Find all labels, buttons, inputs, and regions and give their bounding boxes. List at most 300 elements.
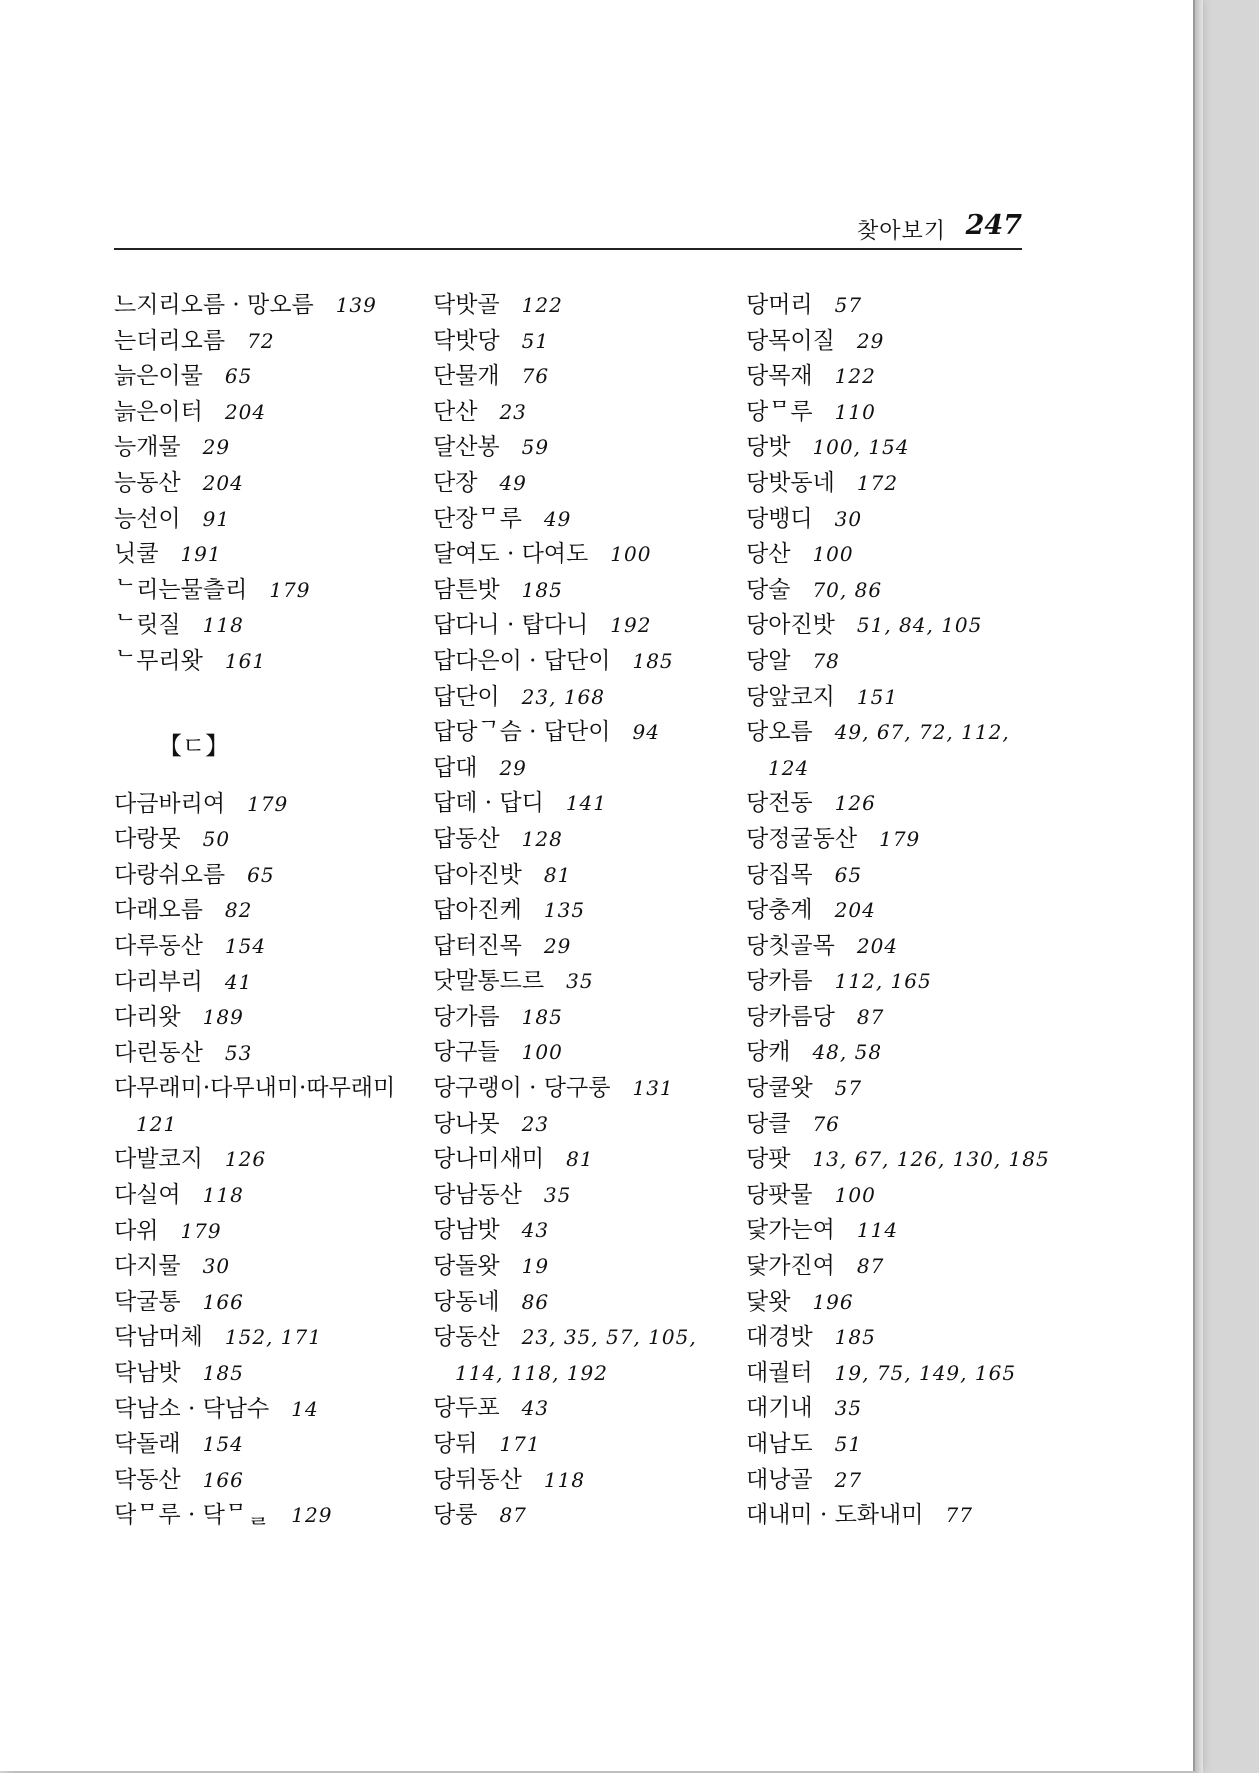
entry-pages: 204: [856, 933, 899, 958]
index-entry: [433, 1142, 753, 1178]
entry-term: 당아진밧: [746, 612, 835, 639]
index-entry: [746, 858, 1066, 894]
entry-term: 답단이: [433, 683, 500, 710]
index-entry: [433, 324, 753, 360]
entry-term: 당카름: [746, 968, 813, 995]
entry-pages: 185: [632, 648, 674, 673]
entry-term: 당구들: [433, 1039, 500, 1066]
index-entry: [746, 1356, 1066, 1392]
index-entry: [114, 1071, 434, 1107]
index-entry: [114, 502, 434, 538]
entry-pages: 122: [521, 293, 563, 317]
entry-term: 대궐터: [746, 1359, 813, 1386]
index-entry: [746, 359, 1066, 395]
index-column-3: [746, 288, 1066, 1534]
entry-pages: 118: [202, 1183, 244, 1208]
index-entry: [114, 1249, 434, 1285]
entry-term: 당밧: [746, 434, 791, 461]
index-entry: [746, 929, 1066, 965]
index-entry: [114, 644, 434, 680]
entry-term: 답다은이 · 답단이: [433, 647, 611, 674]
index-entry: [433, 1035, 753, 1071]
entry-pages: 139: [335, 293, 377, 317]
index-entry: [433, 1498, 753, 1534]
index-entry: [746, 1213, 1066, 1249]
entry-term: 당남밧: [433, 1217, 500, 1244]
entry-pages: 118: [543, 1467, 586, 1492]
entry-term: 단장: [433, 469, 478, 496]
entry-pages: 35: [834, 1396, 863, 1421]
entry-pages: 204: [834, 898, 876, 923]
index-entry: [433, 751, 753, 787]
entry-term: 닥동산: [114, 1466, 181, 1493]
entry-term: 당팟: [746, 1146, 791, 1173]
entry-pages: 23, 35, 57, 105,: [521, 1325, 697, 1350]
index-entry-continuation: [746, 751, 1066, 787]
index-entry: [746, 537, 1066, 573]
entry-pages: 51: [834, 1432, 863, 1456]
entry-pages: 87: [499, 1503, 527, 1528]
entry-term: 닥남머체: [114, 1324, 203, 1351]
entry-pages: 86: [521, 1289, 550, 1314]
index-entry: [114, 893, 434, 929]
entry-pages: 118: [202, 613, 244, 638]
index-entry: [433, 288, 753, 324]
entry-pages: 49, 67, 72, 112,: [834, 720, 1010, 745]
entry-term: 단장ᄆ루: [433, 505, 522, 532]
entry-pages: 41: [224, 969, 253, 994]
entry-term: 당나미새미: [433, 1146, 545, 1173]
entry-pages: 191: [180, 542, 222, 567]
entry-pages: 135: [543, 898, 586, 923]
entry-pages: 53: [224, 1040, 253, 1065]
index-entry: [114, 466, 434, 502]
entry-pages: 124: [768, 755, 810, 780]
entry-pages: 179: [879, 826, 921, 851]
index-entry: [114, 608, 434, 644]
index-entry: [433, 1178, 753, 1214]
entry-term: 다지물: [114, 1253, 181, 1280]
entry-pages: 100: [834, 1182, 876, 1207]
entry-term: 당룽: [433, 1502, 478, 1529]
index-entry: [746, 1071, 1066, 1107]
entry-pages: 81: [566, 1147, 594, 1172]
index-entry: [433, 715, 753, 751]
entry-term: 닥밧골: [433, 292, 500, 318]
index-entry: [433, 1107, 753, 1143]
entry-pages: 65: [247, 862, 275, 887]
entry-pages: 19: [521, 1254, 550, 1279]
entry-term: 담튼밧: [433, 576, 500, 603]
entry-term: 닻왓: [746, 1288, 791, 1315]
index-entry: [114, 1214, 434, 1250]
index-entry: [114, 1320, 434, 1356]
index-entry: [114, 787, 434, 823]
entry-term: 당동산: [433, 1324, 500, 1351]
entry-pages: 30: [834, 506, 863, 531]
entry-term: 닥돌래: [114, 1431, 181, 1458]
entry-pages: 100: [521, 1040, 563, 1065]
index-entry: [114, 822, 434, 858]
index-entry: [433, 1071, 753, 1107]
index-entry: [114, 1392, 434, 1428]
entry-term: 당목재: [746, 363, 813, 390]
entry-term: 대낭골: [746, 1466, 813, 1493]
index-entry: [433, 1320, 753, 1356]
entry-term: 닷말통드르: [433, 968, 545, 995]
entry-pages: 166: [202, 1467, 244, 1492]
entry-pages: 192: [610, 613, 652, 638]
entry-term: 당쿨왓: [746, 1075, 813, 1102]
entry-term: 당팟물: [746, 1181, 813, 1208]
blank-line: [114, 680, 434, 716]
index-entry: [746, 1035, 1066, 1071]
entry-term: 다리왓: [114, 1004, 181, 1031]
entry-pages: 59: [521, 435, 550, 460]
entry-term: 다랑못: [114, 826, 181, 853]
entry-term: 당뒤동산: [433, 1466, 522, 1493]
entry-term: 당캐: [746, 1039, 791, 1066]
index-entry: [746, 1391, 1066, 1427]
entry-pages: 161: [224, 648, 267, 673]
index-entry: [114, 324, 434, 360]
index-entry: [114, 1036, 434, 1072]
index-entry: [433, 858, 753, 894]
entry-pages: 65: [224, 364, 253, 389]
index-column-2: [433, 288, 753, 1534]
entry-term: 당남동산: [433, 1181, 522, 1208]
index-entry: [433, 573, 753, 609]
entry-term: 당돌왓: [433, 1253, 500, 1280]
entry-pages: 94: [632, 720, 660, 745]
index-entry: [746, 1320, 1066, 1356]
entry-term: 답당ᄀ슴 · 답단이: [433, 719, 611, 746]
entry-pages: 23: [499, 399, 527, 424]
index-entry: [746, 288, 1066, 324]
index-entry: [746, 1285, 1066, 1321]
entry-pages: 51: [521, 328, 550, 353]
entry-term: 닛쿨: [114, 541, 159, 568]
index-entry: [746, 1142, 1066, 1178]
index-entry: [433, 1249, 753, 1285]
entry-pages: 122: [834, 364, 876, 389]
index-entry: [433, 822, 753, 858]
entry-term: 당동네: [433, 1288, 500, 1315]
index-entry: [746, 644, 1066, 680]
index-entry: [746, 395, 1066, 431]
entry-pages: 43: [521, 1218, 550, 1243]
entry-term: 당충계: [746, 897, 813, 924]
index-entry: [746, 430, 1066, 466]
entry-pages: 76: [812, 1111, 840, 1136]
entry-term: 다무래미·다무내미·따무래미: [114, 1075, 396, 1102]
index-entry: [433, 893, 753, 929]
entry-term: ᄂ리는물츨리: [114, 576, 248, 603]
index-entry: [433, 1427, 753, 1463]
index-entry: [746, 1498, 1066, 1534]
entry-pages: 100: [812, 542, 854, 567]
entry-pages: 185: [521, 1004, 563, 1029]
index-entry: [114, 1498, 434, 1534]
index-entry: [433, 786, 753, 822]
index-entry: [114, 359, 434, 395]
entry-term: 당산: [746, 541, 791, 568]
index-entry: [433, 680, 753, 716]
index-entry: [746, 466, 1066, 502]
entry-pages: 100, 154: [812, 435, 910, 460]
entry-pages: 204: [202, 470, 244, 495]
entry-term: 당정굴동산: [746, 825, 858, 852]
entry-pages: 51, 84, 105: [856, 613, 983, 638]
index-entry: [433, 1000, 753, 1036]
header-title: 찾아보기: [856, 219, 946, 244]
index-entry: [746, 1463, 1066, 1499]
entry-pages: 196: [812, 1289, 854, 1314]
entry-pages: 29: [856, 328, 885, 353]
index-entry: [114, 537, 434, 573]
entry-term: 당클: [746, 1110, 791, 1137]
page-number: 247: [965, 210, 1022, 241]
entry-term: 느지리오름 · 망오름: [114, 292, 314, 318]
entry-pages: 57: [834, 1076, 863, 1101]
entry-pages: 49: [499, 470, 527, 495]
entry-pages: 121: [136, 1111, 178, 1136]
entry-pages: 154: [224, 933, 267, 958]
entry-pages: 171: [499, 1432, 541, 1456]
entry-term: 답데 · 답디: [433, 790, 544, 817]
entry-term: 다금바리여: [114, 790, 226, 817]
entry-pages: 112, 165: [834, 969, 932, 994]
entry-term: 당뒤: [433, 1431, 478, 1457]
index-entry: [433, 466, 753, 502]
index-entry: [114, 965, 434, 1001]
entry-term: 당전동: [746, 790, 813, 817]
entry-term: 능선이: [114, 505, 181, 532]
entry-term: 당술: [746, 576, 791, 603]
entry-pages: 76: [521, 364, 550, 389]
index-entry: [433, 964, 753, 1000]
entry-term: 다발코지: [114, 1146, 203, 1173]
entry-pages: 129: [291, 1503, 333, 1528]
entry-pages: 114: [856, 1218, 899, 1243]
entry-term: 는더리오름: [114, 327, 226, 354]
entry-term: 다래오름: [114, 897, 203, 924]
entry-term: 닥남소 · 닥남수: [114, 1395, 270, 1422]
entry-term: 다린동산: [114, 1039, 203, 1066]
index-entry-continuation: [433, 1356, 753, 1392]
index-entry: [114, 1463, 434, 1499]
entry-pages: 126: [834, 791, 876, 816]
entry-term: 당집목: [746, 861, 813, 888]
entry-term: 당가름: [433, 1003, 500, 1030]
index-entry: [746, 324, 1066, 360]
entry-pages: 172: [856, 470, 899, 495]
entry-pages: 29: [202, 435, 231, 460]
entry-pages: 151: [856, 684, 899, 709]
entry-term: 답동산: [433, 825, 500, 852]
index-entry: [433, 608, 753, 644]
entry-term: 당ᄆ루: [746, 398, 813, 425]
entry-term: 당나못: [433, 1110, 500, 1137]
entry-term: 답터진목: [433, 932, 522, 959]
index-entry: [114, 1427, 434, 1463]
index-entry: [433, 430, 753, 466]
entry-pages: 154: [202, 1432, 244, 1457]
entry-pages: 35: [566, 969, 594, 994]
entry-pages: 152, 171: [224, 1325, 322, 1350]
index-entry: [433, 1213, 753, 1249]
entry-term: 닥밧당: [433, 327, 500, 354]
entry-pages: 23, 168: [521, 684, 605, 709]
entry-term: 당알: [746, 647, 791, 674]
index-entry: [114, 1285, 434, 1321]
index-entry: [114, 858, 434, 894]
entry-term: 닥ᄆ루 · 닥ᄆᆯ: [114, 1502, 270, 1529]
entry-pages: 179: [269, 577, 311, 602]
entry-pages: 185: [521, 577, 563, 602]
entry-pages: 110: [834, 399, 876, 424]
entry-term: 대기내: [746, 1395, 813, 1422]
entry-term: 대남도: [746, 1431, 813, 1457]
index-entry: [114, 929, 434, 965]
index-entry: [746, 1427, 1066, 1463]
index-entry: [746, 1000, 1066, 1036]
index-entry: [746, 786, 1066, 822]
entry-term: 늙은이터: [114, 398, 203, 425]
entry-term: 능개물: [114, 434, 181, 461]
index-entry: [433, 395, 753, 431]
entry-pages: 78: [812, 648, 840, 673]
entry-term: ᄂ무리왓: [114, 647, 203, 674]
entry-pages: 179: [247, 791, 289, 816]
entry-term: 답아진밧: [433, 861, 522, 888]
index-entry: [746, 502, 1066, 538]
entry-term: 닥남밧: [114, 1360, 181, 1387]
entry-term: 당목이질: [746, 327, 835, 354]
index-entry: [114, 1356, 434, 1392]
entry-term: 닻가는여: [746, 1217, 835, 1244]
entry-pages: 29: [499, 755, 527, 780]
entry-term: 당뱅디: [746, 505, 813, 532]
entry-term: 단물개: [433, 363, 500, 390]
entry-term: 능동산: [114, 469, 181, 496]
index-entry: [746, 822, 1066, 858]
entry-term: 단산: [433, 398, 478, 425]
entry-pages: 91: [202, 506, 231, 531]
entry-pages: 185: [202, 1361, 244, 1386]
index-entry: [114, 1142, 434, 1178]
entry-term: 당앞코지: [746, 683, 835, 710]
entry-pages: 81: [543, 862, 572, 887]
index-entry: [114, 1000, 434, 1036]
entry-term: 늙은이물: [114, 363, 203, 390]
entry-pages: 57: [834, 293, 863, 317]
index-entry: [746, 1249, 1066, 1285]
index-column-1: [114, 288, 434, 1534]
index-entry: [746, 608, 1066, 644]
entry-pages: 43: [521, 1396, 550, 1421]
index-entry: [433, 644, 753, 680]
entry-term: 대경밧: [746, 1324, 813, 1351]
index-entry: [433, 1463, 753, 1499]
index-entry: [114, 573, 434, 609]
entry-term: 답대: [433, 754, 478, 781]
index-entry: [746, 964, 1066, 1000]
entry-term: 답아진케: [433, 897, 522, 924]
entry-pages: 204: [224, 399, 267, 424]
index-entry: [746, 715, 1066, 751]
entry-pages: 126: [224, 1147, 267, 1172]
entry-term: 다리부리: [114, 968, 203, 995]
entry-pages: 48, 58: [812, 1040, 883, 1065]
entry-term: ᄂ릿질: [114, 612, 181, 639]
entry-term: 당머리: [746, 292, 813, 318]
page-edge-shadow: [1195, 0, 1203, 1773]
entry-pages: 65: [834, 862, 863, 887]
entry-term: 당두포: [433, 1395, 500, 1422]
entry-pages: 35: [543, 1182, 572, 1207]
entry-term: 대내미 · 도화내미: [746, 1502, 924, 1529]
entry-pages: 50: [202, 827, 231, 852]
entry-pages: 189: [202, 1005, 244, 1030]
index-entry: [746, 680, 1066, 716]
entry-term: 닻가진여: [746, 1253, 835, 1280]
entry-pages: 14: [291, 1396, 319, 1421]
index-entry: [433, 929, 753, 965]
running-header: [114, 210, 1022, 250]
entry-pages: 29: [543, 933, 572, 958]
index-entry: [114, 395, 434, 431]
entry-pages: 70, 86: [812, 577, 883, 602]
entry-term: 답다니 · 탑다니: [433, 612, 589, 639]
entry-term: 닥굴통: [114, 1288, 181, 1315]
entry-pages: 30: [202, 1254, 231, 1279]
index-entry: [433, 1391, 753, 1427]
entry-term: 다랑쉬오름: [114, 861, 226, 888]
entry-term: 다루동산: [114, 932, 203, 959]
entry-pages: 131: [632, 1076, 674, 1101]
section-heading: 【ㄷ】: [158, 731, 230, 760]
entry-pages: 82: [224, 898, 253, 923]
entry-pages: 166: [202, 1289, 244, 1314]
entry-pages: 128: [521, 826, 563, 851]
entry-pages: 87: [856, 1254, 885, 1279]
entry-pages: 141: [565, 791, 607, 816]
entry-pages: 72: [247, 328, 275, 353]
entry-pages: 49: [543, 506, 572, 531]
entry-pages: 185: [834, 1325, 876, 1350]
index-entry: [746, 893, 1066, 929]
entry-pages: 179: [180, 1218, 222, 1243]
index-entry: [433, 359, 753, 395]
entry-term: 다위: [114, 1217, 159, 1244]
entry-term: 달여도 · 다여도: [433, 541, 589, 568]
index-entry: [433, 1285, 753, 1321]
entry-term: 다실여: [114, 1182, 181, 1209]
entry-pages: 23: [521, 1111, 550, 1136]
index-entry: [746, 1107, 1066, 1143]
index-entry-continuation: [114, 1107, 434, 1143]
entry-term: 당카름당: [746, 1003, 835, 1030]
entry-term: 당칫골목: [746, 932, 835, 959]
entry-term: 당구랭이 · 당구룽: [433, 1075, 611, 1102]
entry-term: 당밧동네: [746, 469, 835, 496]
index-entry: [433, 537, 753, 573]
entry-pages: 114, 118, 192: [455, 1360, 608, 1385]
entry-term: 당오름: [746, 719, 813, 746]
index-entry: [114, 430, 434, 466]
entry-pages: 100: [610, 542, 652, 567]
